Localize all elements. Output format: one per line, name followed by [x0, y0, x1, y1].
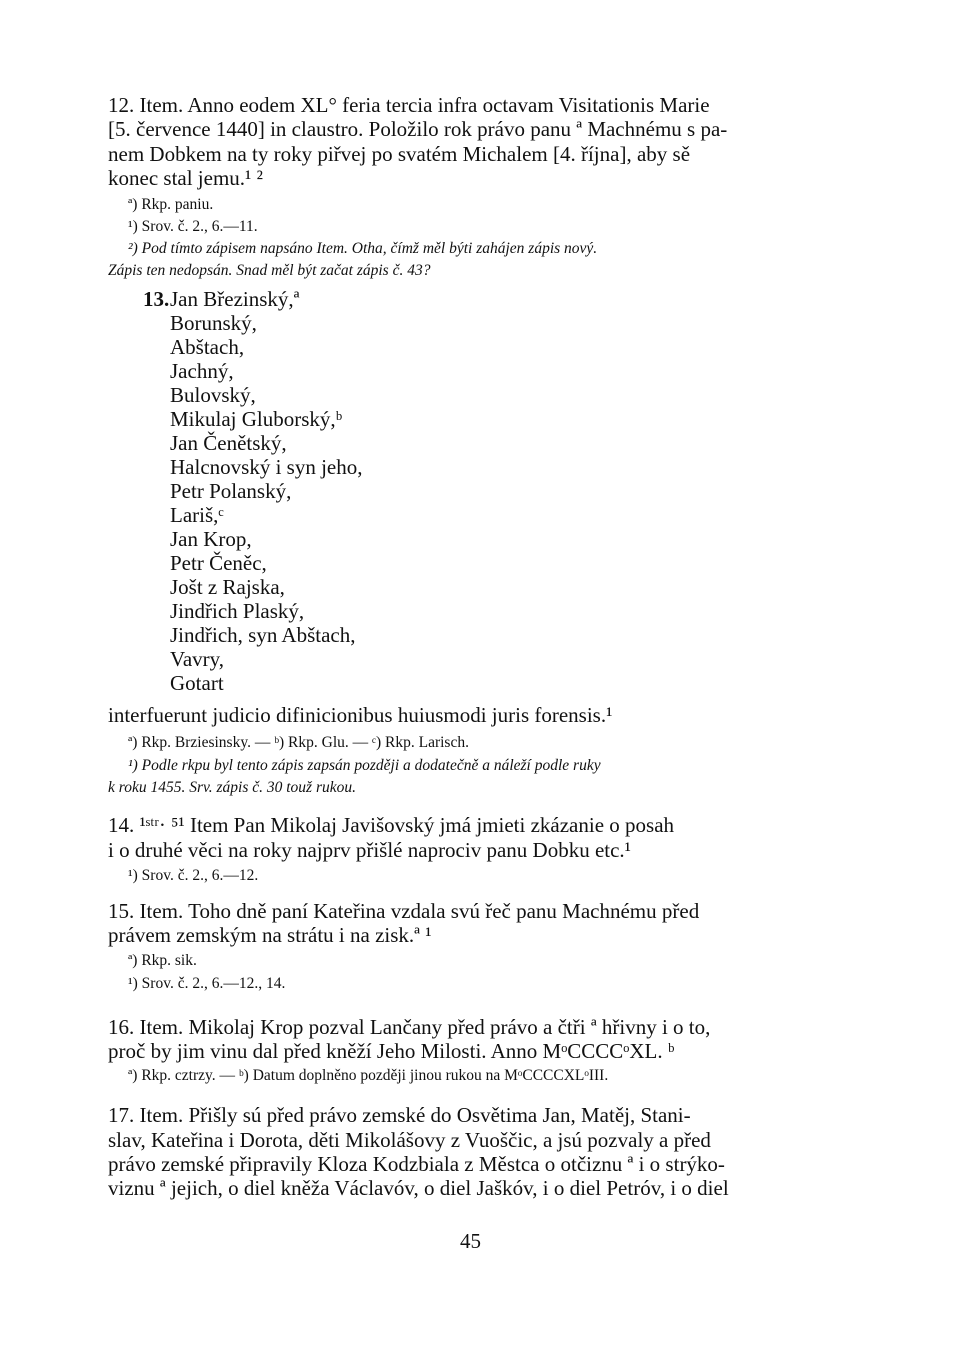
entry-13-name: Jan Krop, [170, 527, 252, 551]
entry-13-name: Jan Čenětský, [170, 431, 287, 455]
entry-13-name: Halcnovský i syn jeho, [170, 455, 363, 479]
entry-13-name: Borunský, [170, 311, 257, 335]
entry-13-name: Lariš,ᶜ [170, 503, 224, 527]
entry-13-name: Bulovský, [170, 383, 256, 407]
entry-13-name: Gotart [170, 671, 224, 695]
entry-13-name: Mikulaj Gluborský,ᵇ [170, 407, 343, 431]
entry-14-note-1: ¹) Srov. č. 2., 6.—12. [128, 867, 259, 884]
entry-13-name: Petr Polanský, [170, 479, 292, 503]
entry-17-line-1: 17. Item. Přišly sú před právo zemské do Osvětima Jan, Matěj, Stani- [108, 1103, 691, 1127]
entry-15-line-1: 15. Item. Toho dně paní Kateřina vzdala svú řeč panu Machnému před [108, 899, 700, 923]
entry-13-closing: interfuerunt judicio difinicionibus huiusmodi juris forensis.¹ [108, 703, 613, 727]
entry-13-note-1: ¹) Podle rkpu byl tento zápis zapsán později a dodatečně a náleží podle ruky [128, 757, 601, 774]
entry-15-note-a: ª) Rkp. sik. [128, 952, 197, 969]
entry-15-note-1: ¹) Srov. č. 2., 6.—12., 14. [128, 975, 286, 992]
entry-13-name: Jošt z Rajska, [170, 575, 285, 599]
entry-14-line-2: i o druhé věci na roky najprv přišlé naprociv panu Dobku etc.¹ [108, 838, 631, 862]
page-number: 45 [460, 1229, 481, 1253]
entry-17-line-3: právo zemské připravily Kloza Kodzbiala z Městca o otčiznu ª i o strýko- [108, 1152, 725, 1176]
entry-12-line-2: [5. července 1440] in claustro. Položilo rok právo panu ª Machnému s pa- [108, 117, 728, 141]
entry-12-line-1: 12. Item. Anno eodem XL° feria tercia infra octavam Visitationis Marie [108, 93, 710, 117]
entry-13-name: Jan Březinský,ª [170, 287, 300, 311]
entry-13-name: Petr Čeněc, [170, 551, 267, 575]
entry-16-line-2: proč by jim vinu dal před kněží Jeho Milosti. Anno MᵒCCCCᵒXL. ᵇ [108, 1039, 675, 1063]
entry-12-line-3: nem Dobkem na ty roky piřvej po svatém Michalem [4. října], aby sě [108, 142, 691, 166]
entry-16-note: ª) Rkp. cztrzy. — ᵇ) Datum doplněno později jinou rukou na MᵒCCCCXLᵒIII. [128, 1067, 609, 1084]
entry-17-line-4: viznu ª jejich, o diel kněža Václavóv, o diel Jaškóv, i o diel Petróv, i o diel [108, 1176, 729, 1200]
entry-14-line-1: 14. ¹ˢᵗʳ· ⁵¹ Item Pan Mikolaj Javišovský jmá jmieti zkázanie o posah [108, 813, 675, 837]
entry-12-note-2-cont: Zápis ten nedopsán. Snad měl být začat zápis č. 43? [108, 262, 431, 279]
entry-12-note-1: ¹) Srov. č. 2., 6.—11. [128, 218, 258, 235]
entry-13-name: Abštach, [170, 335, 245, 359]
entry-13-name: Jachný, [170, 359, 234, 383]
entry-12-note-2: ²) Pod tímto zápisem napsáno Item. Otha, čímž měl býti zahájen zápis nový. [128, 240, 598, 257]
entry-13-number: 13. [143, 287, 170, 311]
entry-12-note-a: ª) Rkp. paniu. [128, 196, 214, 213]
entry-13-note-1-cont: k roku 1455. Srv. zápis č. 30 touž rukou. [108, 779, 356, 796]
entry-15-line-2: právem zemským na strátu i na zisk.ª ¹ [108, 923, 432, 947]
entry-13-name: Jindřich, syn Abštach, [170, 623, 356, 647]
entry-13-name: Jindřich Plaský, [170, 599, 305, 623]
entry-13-note-abc: ª) Rkp. Brziesinsky. — ᵇ) Rkp. Glu. — ᶜ) Rkp. Larisch. [128, 734, 469, 751]
entry-16-line-1: 16. Item. Mikolaj Krop pozval Lančany před právo a čtři ª hřivny i o to, [108, 1015, 711, 1039]
entry-13-name: Vavry, [170, 647, 225, 671]
entry-17-line-2: slav, Kateřina i Dorota, děti Mikolášovy z Vuoščic, a jsú pozvaly a před [108, 1128, 711, 1152]
entry-12-line-4: konec stal jemu.¹ ² [108, 166, 263, 190]
